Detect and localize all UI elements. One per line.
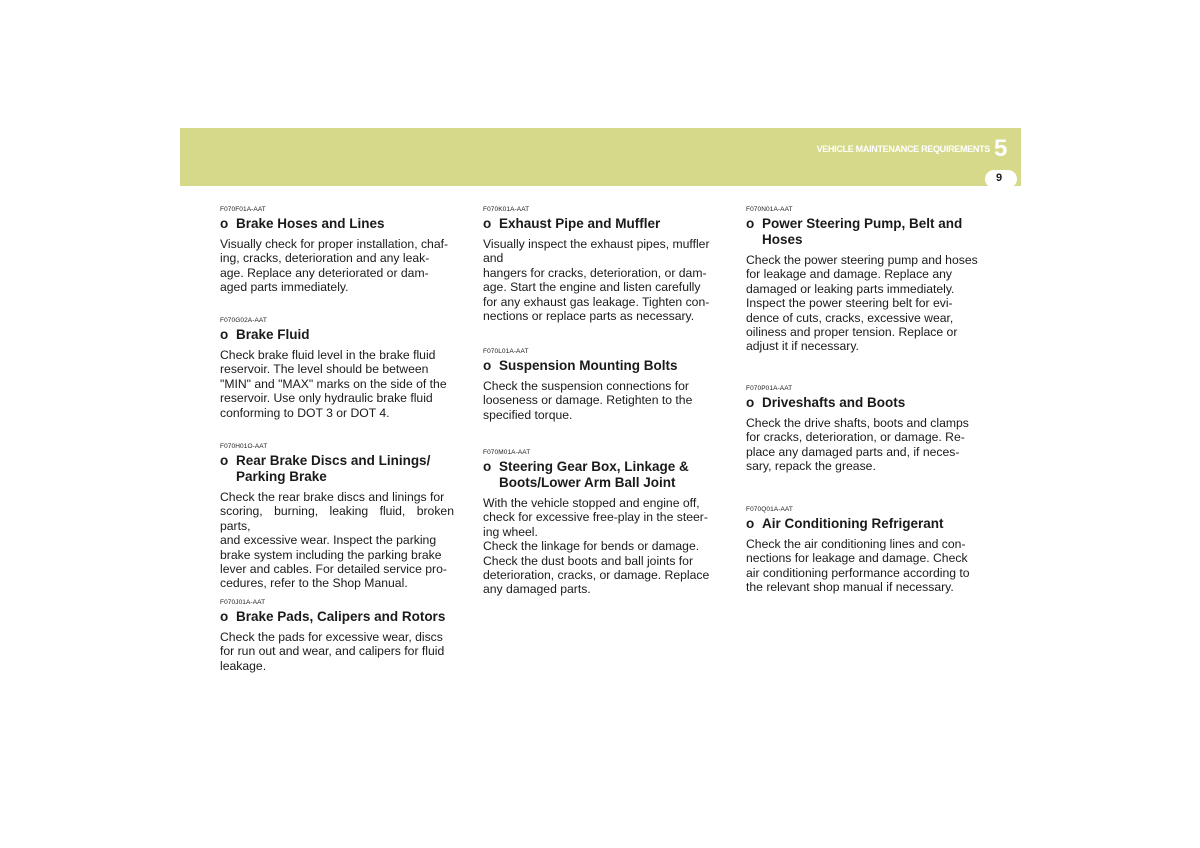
section-code: F070Q01A-AAT xyxy=(746,506,793,513)
section-heading: o Rear Brake Discs and Linings/ Parking Brake xyxy=(220,453,431,484)
section-code: F070N01A-AAT xyxy=(746,206,793,213)
section-code: F070G02A-AAT xyxy=(220,317,267,324)
section-rear-brake-discs xyxy=(220,443,454,591)
section-heading: o Suspension Mounting Bolts xyxy=(483,358,678,373)
section-heading: o Steering Gear Box, Linkage & Boots/Lower Arm Ball Joint xyxy=(483,459,689,490)
section-heading: o Exhaust Pipe and Muffler xyxy=(483,216,661,231)
section-code: F070P01A-AAT xyxy=(746,385,793,392)
section-code: F070F01A-AAT xyxy=(220,206,266,213)
section-text: Check the pads for excessive wear, discs for run out and wear, and calipers for fluid leakage. xyxy=(220,630,445,673)
section-heading: o Brake Pads, Calipers and Rotors xyxy=(220,609,446,624)
bullet-icon: o xyxy=(220,453,229,468)
bullet-icon: o xyxy=(746,395,755,410)
bullet-icon: o xyxy=(220,327,229,342)
section-driveshafts xyxy=(746,385,980,474)
bullet-icon: o xyxy=(220,216,229,231)
bullet-icon: o xyxy=(483,358,492,373)
column-3 xyxy=(746,206,980,595)
bullet-icon: o xyxy=(746,516,755,531)
section-text: Check the rear brake discs and linings for scoring, burning, leaking fluid, broken parts, and excessive wear. Inspect the parking brake system including the parking brake lever and cables. For detailed service pro- cedures, refer to the Shop Manual. xyxy=(220,490,454,591)
bullet-icon: o xyxy=(746,216,755,231)
section-text: Check the air conditioning lines and con- nections for leakage and damage. Check air conditioning performance according to the relevant shop manual if necessary. xyxy=(746,537,970,595)
section-code: F070J01A-AAT xyxy=(220,599,266,606)
section-exhaust-pipe xyxy=(483,206,717,323)
section-text: Visually check for proper installation, chaf- ing, cracks, deterioration and any leak- age. Replace any deteriorated or dam- aged parts immediately. xyxy=(220,237,449,295)
section-text: Visually inspect the exhaust pipes, muffler and hangers for cracks, deterioration, or dam- age. Start the engine and listen carefully for any exhaust gas leakage. Tighten con- nections or replace parts as necessary. xyxy=(483,237,710,324)
section-text: Check the power steering pump and hoses for leakage and damage. Replace any damaged or leaking parts immediately. Inspect the power steering belt for evi- dence of cuts, cracks, excessive wear, oiliness and proper tension. Replace or adjust it if necessary. xyxy=(746,253,978,354)
section-ac-refrigerant xyxy=(746,506,980,595)
header-band xyxy=(180,128,1021,186)
section-brake-hoses xyxy=(220,206,454,295)
chapter-number: 5 xyxy=(994,135,1008,162)
section-heading: o Brake Hoses and Lines xyxy=(220,216,385,231)
section-brake-fluid xyxy=(220,317,454,420)
section-steering-gear xyxy=(483,449,717,597)
section-heading: o Air Conditioning Refrigerant xyxy=(746,516,944,531)
section-code: F070H01O-AAT xyxy=(220,443,268,450)
section-title: VEHICLE MAINTENANCE REQUIREMENTS xyxy=(816,144,990,154)
section-code: F070K01A-AAT xyxy=(483,206,530,213)
section-heading: o Driveshafts and Boots xyxy=(746,395,906,410)
section-text: Check brake fluid level in the brake fluid reservoir. The level should be between "MIN" and "MAX" marks on the side of the reservoir. Use only hydraulic brake fluid conforming to DOT 3 or DOT 4. xyxy=(220,348,447,420)
section-text: Check the suspension connections for looseness or damage. Retighten to the specified torque. xyxy=(483,379,693,422)
section-brake-pads xyxy=(220,599,454,673)
page-number: 9 xyxy=(996,172,1003,184)
bullet-icon: o xyxy=(483,216,492,231)
section-text: Check the drive shafts, boots and clamps for cracks, deterioration, or damage. Re- place any damaged parts and, if neces- sary, repack the grease. xyxy=(746,416,969,474)
section-code: F070L01A-AAT xyxy=(483,348,529,355)
column-2 xyxy=(483,206,717,597)
bullet-icon: o xyxy=(483,459,492,474)
column-1 xyxy=(220,206,454,673)
section-suspension-bolts xyxy=(483,348,717,422)
section-code: F070M01A-AAT xyxy=(483,449,531,456)
bullet-icon: o xyxy=(220,609,229,624)
section-text: With the vehicle stopped and engine off, check for excessive free-play in the steer- ing wheel. Check the linkage for bends or damage. Check the dust boots and ball joints for deterioration, cracks, or damage. Replace any damaged parts. xyxy=(483,496,710,597)
section-power-steering xyxy=(746,206,980,354)
section-heading: o Brake Fluid xyxy=(220,327,310,342)
section-heading: o Power Steering Pump, Belt and Hoses xyxy=(746,216,963,247)
